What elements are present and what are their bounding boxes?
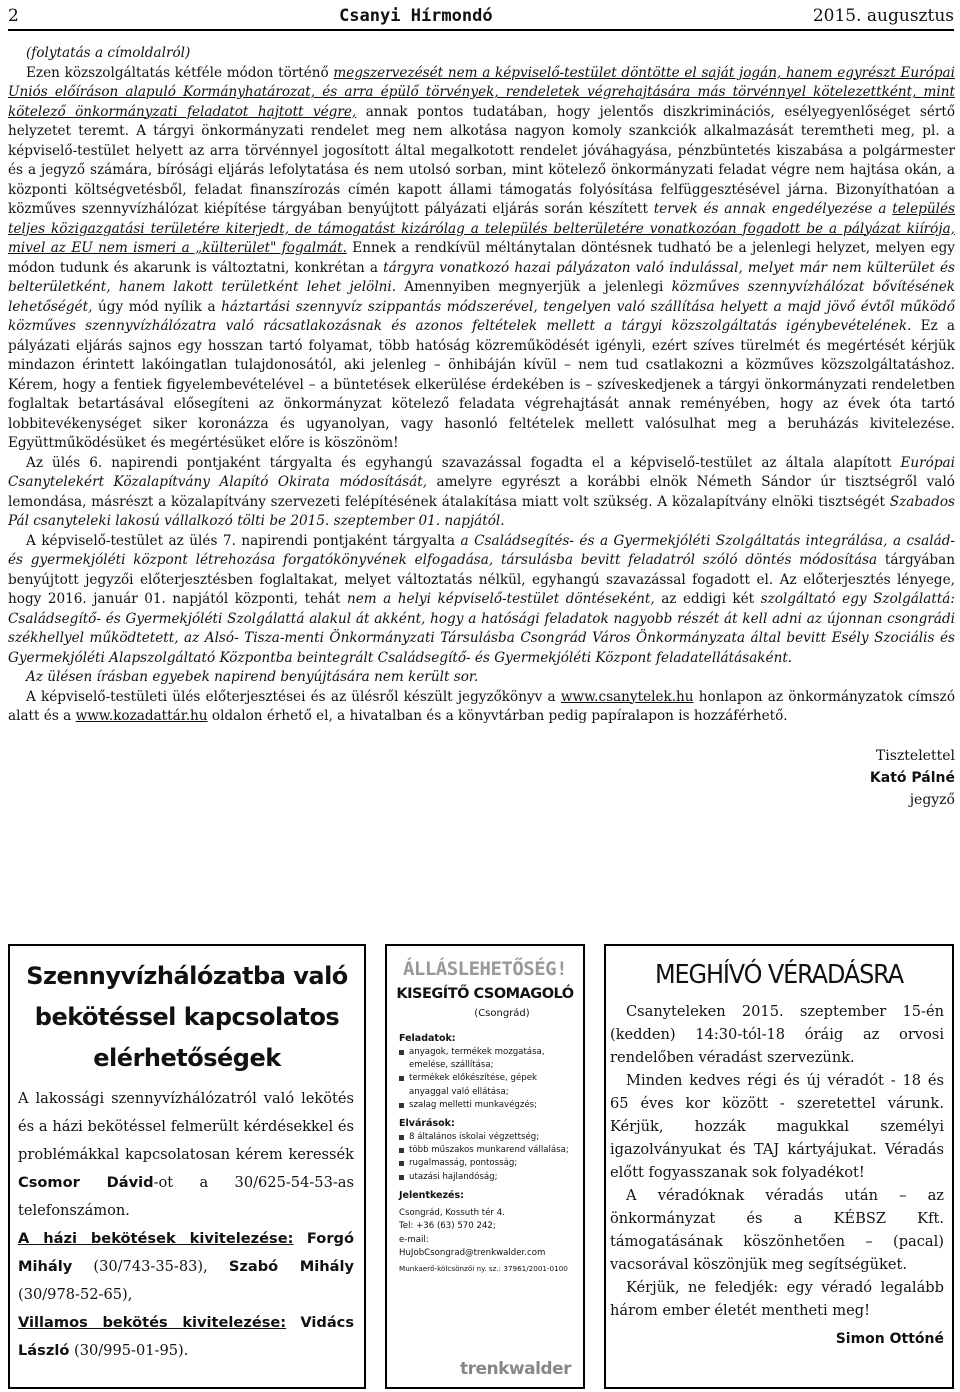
blood-box-signature: Simon Ottóné xyxy=(835,1331,944,1347)
paragraph-2: Az ülés 6. napirendi pontjaként tárgyalta és egyhangú szavazással fogadta el a képviselő-testület az általa alapított Európai Csanytelekért Közalapítvány Alapító Okirata módosítását, amelyre egyrészt a korábbi elnök Németh Sándor úr tisztségről való lemondása, másrészt a közalapítvány szervezeti felépítésének átalakítása miatt volt szükség. A közalapítvány elnöki tisztségét Szabados Pál csanyteleki lakosú vállalkozó tölti be 2015. szeptember 01. napjától. xyxy=(8,454,955,529)
list-item: 8 általános iskolai végzettség; xyxy=(399,1131,575,1144)
blood-donation-box xyxy=(604,944,954,1389)
list-item: anyagok, termékek mozgatása, emelése, szállítása; xyxy=(399,1046,575,1072)
article-signature: Tisztelettel Kató Pálné jegyző xyxy=(869,747,955,808)
link-kozadattar[interactable]: www.kozadattár.hu xyxy=(75,708,208,724)
list-item: termékek előkészítése, gépek anyaggal való ellátása; xyxy=(399,1072,575,1098)
ad-contact: Csongrád, Kossuth tér 4. Tel: +36 (63) 570 242; e-mail: HuJobCsongrad@trenkwalder.com xyxy=(399,1207,575,1261)
newsletter-title: Csanyi Hírmondó xyxy=(339,6,493,26)
ad-location: (Csongrád) xyxy=(474,1008,530,1019)
ad-requirement-list xyxy=(395,1131,575,1184)
page-header xyxy=(8,4,954,28)
blood-box-body: Csanyteleken 2015. szeptember 15-én (kedden) 14:30-tól-18 óráig az orvosi rendelőben véradást szervezünk. Minden kedves régi és új véradót - 18 és 65 éves kor között - szeretettel várunk. Kérjük, hozzák magukkal személyi igazolványukat és TAJ kártyájukat. Véradás előtt fogyasszanak sok folyadékot! A véradóknak véradás után – az önkormányzat és a KÉBSZ Kft. támogatásának köszönhetően – (pacal) vacsorával köszönjük meg segítségüket. Kérjük, ne feledjék: egy véradó legalább három ember életét mentheti meg! Simon Ottóné xyxy=(606,1000,952,1351)
ad-position: KISEGÍTŐ CSOMAGOLÓ xyxy=(396,986,574,1002)
signer-name: Kató Pálné xyxy=(869,769,955,786)
blood-box-title: MEGHÍVÓ VÉRADÁSRA xyxy=(655,960,903,990)
paragraph-1: Ezen közszolgáltatás kétféle módon történő megszervezését nem a képviselő-testület döntötte el saját jogán, hanem egyrészt Európai Uniós előíráson alapuló Kormányhatározat, és arra épülő törvények, rendeletek végrehajtására más törvénnyel kötelezettként, mint kötelező önkormányzati feladatot hajtott végre, annak pontos tudatában, hogy jelentős diszkriminációs, esélyegyenlőséget sértő helyzetet teremt. A tárgyi önkormányzati rendelet meg nem alkotása nagyon komoly szankciók alkalmazását teremtheti meg, pl. a képviselő-testület helyett az arra törvénnyel jogosított által megalkotott rendelet jóváhagyása, pénzbüntetés kiszabása a polgármester és a jegyző számára, bírósági eljárás lefolytatása és nem utolsó sorban, mint kötelező önkormányzati feladat végre nem hajtása okán, a központi költségvetésből, feladat finanszírozás címén kapott állami támogatás folyósítása felfüggesztésével járna. Bizonyíthatóan a közműves szennyvízhálózat kiépítése tárgyában benyújtott pályázati eljárás során készített tervek és annak engedélyezése a település teljes közigazgatási területére kiterjedt, de támogatást kizárólag a település belterületére vonatkozóan fogadott be a pályázat kiírója, mivel az EU nem ismeri a „külterület" fogalmát. Ennek a rendkívül méltánytalan döntésnek tudható be a jelenlegi helyzet, melyen egy módon tudunk és akarunk is változtatni, konkrétan a tárgyra vonatkozó hazai pályázaton való indulással, melyet már nem külterület és belterületként, hanem lakott területként lehet jelölni. Amennyiben megnyerjük a jelenlegi közműves szennyvízhálózat bővítésének lehetőségét, úgy mód nyílik a háztartási szennyvíz szippantás módszerével, tengelyen való szállítása helyett a majd jövő évtől működő közműves szennyvízhálózatra való rácsatlakozásnak és azonos feltételek mellett a tárgyi közszolgáltatás igénybevételének. Ez a pályázati eljárás sajnos egy hosszan tartó folyamat, több hatóság közreműködését igényli, ezért szíves türelmét és megértését kérjük mindazon érintett lakóingatlan tulajdonosától, aki jelenleg – önhibáján kívül – nem tud csatlakozni a közműves közszolgáltatáshoz. Kérem, hogy a fentiek figyelembevételével – a büntetések elkerülése érdekében is – szíveskedjenek a tárgyi önkormányzati rendeletben foglaltak betartásával elősegíteni az önkormányzat kötelező feladata végrehajtását annak reményében, hogy az évek óta tartó lobbitevékenységet siker koronázza és ugyanolyan, vagy hasonló feltételek mellett valósulhat meg a beruházás kivitelezése. Együttműködésüket és megértésüket előre is köszönöm! xyxy=(8,64,956,451)
list-item: szalag melletti munkavégzés; xyxy=(399,1099,575,1112)
ad-email[interactable]: e-mail: HuJobCsongrad@trenkwalder.com xyxy=(399,1234,546,1259)
paragraph-3: A képviselő-testület az ülés 7. napirendi pontjaként tárgyalta a Családsegítés- és a Gyermekjóléti Szolgáltatás integrálása, a család- és gyermekjóléti központ létrehozása forgatókönyvének elfogadása, társulásba bevitt feladatról szóló döntés módosítása tárgyában benyújtott jegyzői előterjesztésben foglaltakat, melyet változtatás nélkül, egyhangú szavazással fogadott el. Az előterjesztés lényege, hogy 2016. január 01. napjától központi, tehát nem a helyi képviselő-testület döntéseként, az eddigi két szolgáltató egy Szolgálattá: Családsegítő- és Gyermekjóléti Szolgálattá alakul át akként, hogy a hatósági feladatok nagyobb részét át kell adni az újonnan csongrádi székhellyel működtetett, az Alsó- Tisza-menti Önkormányzati Társulásba Csongrád Város Önkormányzata által bevitt Esély Szociális és Gyermekjóléti Alapszolgáltató Központba beintegrált Családsegítő- és Gyermekjóléti Központ feladatellátásaként. xyxy=(8,532,955,666)
ad-task-list xyxy=(395,1046,575,1112)
continued-note: (folytatás a címoldalról) xyxy=(26,45,191,61)
article-body xyxy=(8,44,955,811)
ad-headline: ÁLLÁSLEHETŐSÉG! xyxy=(402,958,568,980)
issue-date: 2015. augusztus xyxy=(812,6,954,26)
sewer-box-body: A lakossági szennyvízhálózatról való lekötés és a házi bekötéssel felmerült kérdésekkel és problémákkal kapcsolatosan kérem keressék Csomor Dávid-ot a 30/625-54-53-as telefonszámon. A házi bekötések kivitelezése: Forgó Mihály (30/743-35-83), Szabó Mihály (30/978-52-65), Villamos bekötés kivitelezése: Vidács László (30/995-01-95). xyxy=(18,1090,355,1359)
sewer-box-title: Szennyvízhálózatba való bekötéssel kapcsolatos elérhetőségek xyxy=(26,962,348,1072)
list-item: több műszakos munkarend vállalása; xyxy=(399,1144,575,1157)
trenkwalder-logo: trenkwalder xyxy=(459,1359,571,1379)
list-item: rugalmasság, pontosság; xyxy=(399,1157,575,1170)
link-csanytelek[interactable]: www.csanytelek.hu xyxy=(560,688,694,705)
list-item: utazási hajlandóság; xyxy=(399,1171,575,1184)
ad-license: Munkaerő-kölcsönzői ny. sz.: 37961/2001-0100 xyxy=(399,1264,568,1274)
job-advertisement: ÁLLÁSLEHETŐSÉG! KISEGÍTŐ CSOMAGOLÓ (Csongrád) Feladatok: anyagok, termékek mozgatása, emelése, szállítása; termékek előkészítése, gépek anyaggal való ellátása; szalag melletti munkavégzés; Elvárások: 8 általános iskolai végzettség; több műszakos munkarend vállalása; rugalmasság, pontosság; utazási hajlandóság; Jelentkezés: Csongrád, Kossuth tér 4. Tel: +36 (63) 570 242; e-mail: HuJobCsongrad@trenkwalder.com Munkaerő-kölcsönzői ny. sz.: 37961/2001-0100 trenkwalder xyxy=(385,944,585,1389)
sewer-contacts-box xyxy=(8,944,366,1389)
page-number: 2 xyxy=(8,6,19,26)
paragraph-5: A képviselő-testületi ülés előterjesztései és az ülésről készült jegyzőkönyv a www.csanytelek.hu honlapon az önkormányzatok címszó alatt és a www.kozadattár.hu oldalon érhető el, a hivatalban és a könyvtárban pedig papíralapon is hozzáférhető. xyxy=(8,688,955,724)
header-rule xyxy=(8,29,954,31)
paragraph-4: Az ülésen írásban egyebek napirend benyújtására nem került sor. xyxy=(26,669,479,685)
